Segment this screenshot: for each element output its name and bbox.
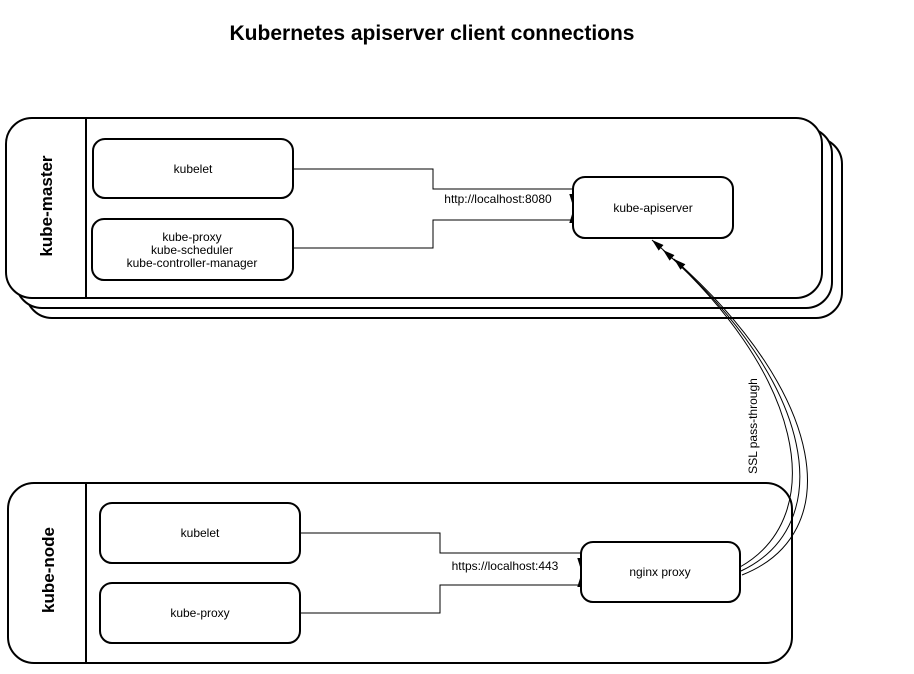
node-kubelet-node (100, 503, 300, 563)
master-kubelet-label: kubelet (173, 162, 213, 176)
kube-master-label: kube-master (37, 155, 56, 257)
nginx-proxy-label: nginx proxy (629, 565, 691, 579)
edge-label-ssl-pass-through: SSL pass-through (746, 378, 760, 474)
master-daemons-label-line1: kube-proxy (162, 230, 222, 244)
kube-apiserver-node (573, 177, 733, 238)
master-daemons-node (92, 219, 293, 280)
kube-node-label: kube-node (39, 527, 58, 613)
edge-label-http-localhost-8080: http://localhost:8080 (444, 192, 552, 206)
master-daemons-label-line3: kube-controller-manager (126, 256, 258, 270)
node-proxy-label: kube-proxy (170, 606, 230, 620)
node-proxy-node (100, 583, 300, 643)
kube-apiserver-label: kube-apiserver (613, 201, 693, 215)
master-daemons-label-line2: kube-scheduler (150, 243, 234, 257)
node-kubelet-label: kubelet (180, 526, 220, 540)
master-kubelet-node (93, 139, 293, 198)
diagram-title: Kubernetes apiserver client connections (229, 22, 635, 45)
nginx-proxy-node (581, 542, 740, 602)
edge-label-https-localhost-443: https://localhost:443 (451, 559, 559, 573)
